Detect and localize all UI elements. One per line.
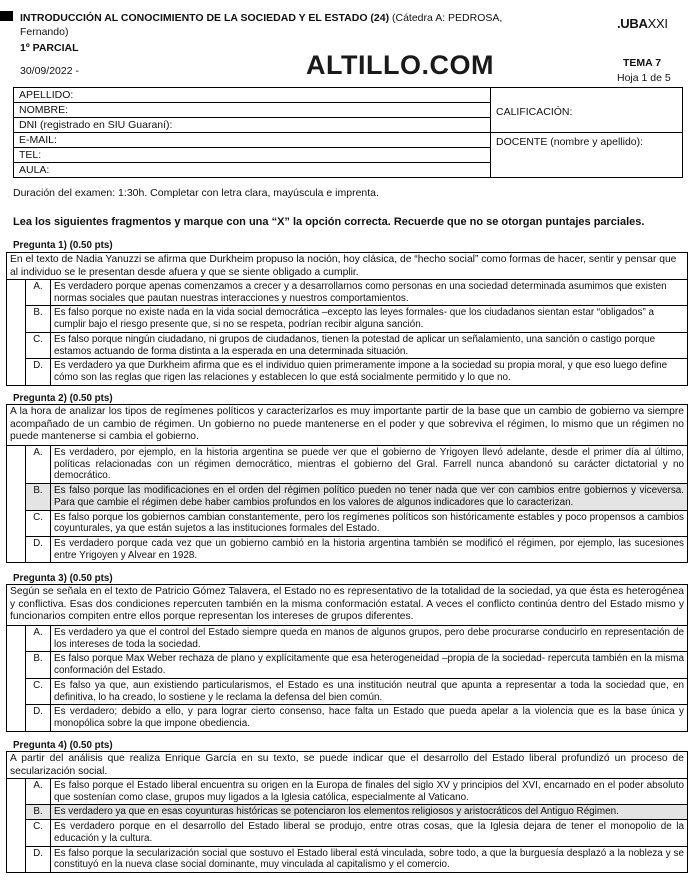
question-2-option-c[interactable]: C. Es falso porque los gobiernos cambian constantemente, pero los regímenes políticos son históricamente estables y poco propensos a cambios coyunturales, ya que están sujetos a las instituciones formales del Estado. (7, 510, 688, 536)
question-3-label: Pregunta 3) (0.50 pts) (13, 573, 113, 584)
question-1-option-b[interactable]: B. Es falso porque no existe nada en la vida social democrática –excepto las leyes formales- que los ciudadanos sientan estar “obligados” a cumplir bajo el riesgo presente que, si no se respeta, podrían recibir alguna sanción. (7, 306, 688, 332)
docente-field[interactable] (491, 133, 683, 178)
question-2-option-b[interactable]: B. Es falso porque las modificaciones en el orden del régimen político pueden no tener nada que ver con cambios entre gobiernos y viceversa. Para que cambie el régimen debe haber cambios profundos en los valores de algunos indicadores que lo caracterizan. (7, 484, 688, 510)
email-field[interactable]: E-MAIL: (14, 133, 491, 148)
question-4-option-d[interactable]: D. Es falso porque la secularización social que sostuvo el Estado liberal está vinculada, sobre todo, a que la burguesía desplazó a la nobleza y se constituyó en la nueva clase social dominante, muy vinculada al capitalismo y el comercio. (7, 846, 688, 872)
question-3-option-a[interactable]: A. Es verdadero ya que el control del Estado siempre queda en manos de algunos grupos, pero debe procurarse conducirlo en representación de los intereses de toda la sociedad. (7, 626, 688, 652)
question-1-option-a[interactable]: A. Es verdadero porque apenas comenzamos a crecer y a desarrollarnos como personas en una sociedad determinada asumimos que existen normas sociales que pautan nuestras interacciones y nuestros comportamientos. (7, 280, 688, 306)
apellido-field[interactable]: APELLIDO: (14, 88, 491, 103)
partial-label: 1º PARCIAL (20, 42, 79, 54)
question-2-option-d[interactable]: D. Es verdadero porque cada vez que un gobierno cambió en la historia argentina también se modificó el régimen, por ejemplo, las sucesiones entre Yrigoyen y Alvear en 1928. (7, 536, 688, 562)
docente-label: DOCENTE (nombre y apellido): (496, 136, 644, 148)
question-1-options (6, 279, 688, 386)
page-counter: Hoja 1 de 5 (617, 72, 671, 84)
question-2-stem: A la hora de analizar los tipos de regímenes políticos y caracterizarlos es muy importante partir de la base que un cambio de gobierno va siempre acompañado de un cambio de régimen. Un gobierno no puede mantenerse en el poder y que sobreviva el régimen, lo mismo que un régimen no puede mantenerse si cambia el gobierno. (6, 404, 688, 446)
question-4-option-c[interactable]: C. Es verdadero porque en el desarrollo del Estado liberal se produjo, entre otras cosas, que la Iglesia dejara de tener el monopolio de la educación y la cultura. (7, 820, 688, 846)
question-3-option-c[interactable]: C. Es falso ya que, aun existiendo particularismos, el Estado es una institución neutral que apunta a representar a toda la sociedad que, en definitiva, lo ha creado, lo sostiene y le reclama la defensa del bien común. (7, 678, 688, 704)
aula-field[interactable]: AULA: (14, 163, 491, 178)
question-3-option-b[interactable]: B. Es falso porque Max Weber rechaza de plano y explícitamente que esa heterogeneidad –propia de la sociedad- repercuta también en la misma conformación del Estado. (7, 652, 688, 678)
question-2-option-a[interactable]: A. Es verdadero, por ejemplo, en la historia argentina se puede ver que el gobierno de Yrigoyen llevó adelante, desde el primer día al último, políticas relacionadas con un régimen democrático, mientras el gobierno del Gral. Farrell nunca abandonó su carácter dictatorial y no democrático. (7, 446, 688, 484)
question-1-option-c[interactable]: C. Es falso porque ningún ciudadano, ni grupos de ciudadanos, tienen la potestad de aplicar un señalamiento, una sanción o castigo porque estamos actuando de forma distinta a la esperada en una determinada situación. (7, 332, 688, 358)
question-4-options (6, 778, 688, 873)
calificacion-field[interactable] (491, 88, 683, 133)
question-4-option-b[interactable]: B. Es verdadero ya que en esas coyunturas históricas se potenciaron los elementos religiosos y aristocráticos del Antiguo Régimen. (7, 805, 688, 820)
student-info-table (13, 87, 683, 178)
exam-date: 30/09/2022 - (20, 65, 79, 77)
instructions: Lea los siguientes fragmentos y marque con una “X” la opción correcta. Recuerde que no se otorgan puntajes parciales. (13, 216, 645, 228)
dni-field[interactable]: DNI (registrado en SIU Guaraní): (14, 118, 491, 133)
exam-duration: Duración del examen: 1:30h. Completar con letra clara, mayúscula e imprenta. (13, 187, 379, 199)
question-4-label: Pregunta 4) (0.50 pts) (13, 740, 113, 751)
question-1-option-d[interactable]: D. Es verdadero ya que Durkheim afirma que es el individuo quien primeramente impone a la sociedad su propia moral, y que eso luego define cómo son las reglas que rigen las relaciones y establecen lo que está socialmente permitido y lo que no. (7, 359, 688, 385)
uba-logo: .UBAXXI (617, 16, 668, 31)
question-3-stem: Según se señala en el texto de Patricio Gómez Talavera, el Estado no es representativo de la totalidad de la sociedad, ya que ésta es heterogénea y conflictiva. Esas dos condiciones repercuten también en la misma conformación estatal. A veces el conflicto continúa dentro del Estado mismo y funcionarios compiten entre ellos porque representan los intereses de grupos diferentes. (6, 584, 688, 626)
question-2-options (6, 445, 688, 563)
question-3-option-d[interactable]: D. Es verdadero; debido a ello, y para lograr cierto consenso, hace falta un Estado que pueda apelar a la violencia que es la base única y monopólica sobre la que impone obediencia. (7, 705, 688, 731)
header-marker (0, 11, 13, 21)
question-2-label: Pregunta 2) (0.50 pts) (13, 393, 113, 404)
question-1-label: Pregunta 1) (0.50 pts) (13, 240, 113, 251)
nombre-field[interactable]: NOMBRE: (14, 103, 491, 118)
question-4-stem: A partir del análisis que realiza Enrique García en su texto, se puede indicar que el desarrollo del Estado liberal profundizó un proceso de secularización social. (6, 751, 688, 779)
tel-field[interactable]: TEL: (14, 148, 491, 163)
tema-label: TEMA 7 (623, 57, 662, 69)
watermark: ALTILLO.COM (306, 50, 494, 80)
course-title: INTRODUCCIÓN AL CONOCIMIENTO DE LA SOCIEDAD Y EL ESTADO (24) (Cátedra A: PEDROSA, Fernando) (20, 12, 503, 38)
question-1-stem: En el texto de Nadia Yanuzzi se afirma que Durkheim propuso la noción, hoy clásica, de “hecho social” como formas de hacer, sentir y pensar que al individuo se le presentan desde afuera y que se siente obligado a cumplir. (6, 252, 688, 280)
calificacion-label: CALIFICACIÓN: (496, 105, 573, 118)
question-3-options (6, 625, 688, 732)
question-4-option-a[interactable]: A. Es falso porque el Estado liberal encuentra su origen en la Europa de finales del siglo XV y principios del XVI, encarnado en el poder absoluto que sostenían como clase, grupos muy ligados a la Iglesia católica, especialmente al Vaticano. (7, 779, 688, 805)
